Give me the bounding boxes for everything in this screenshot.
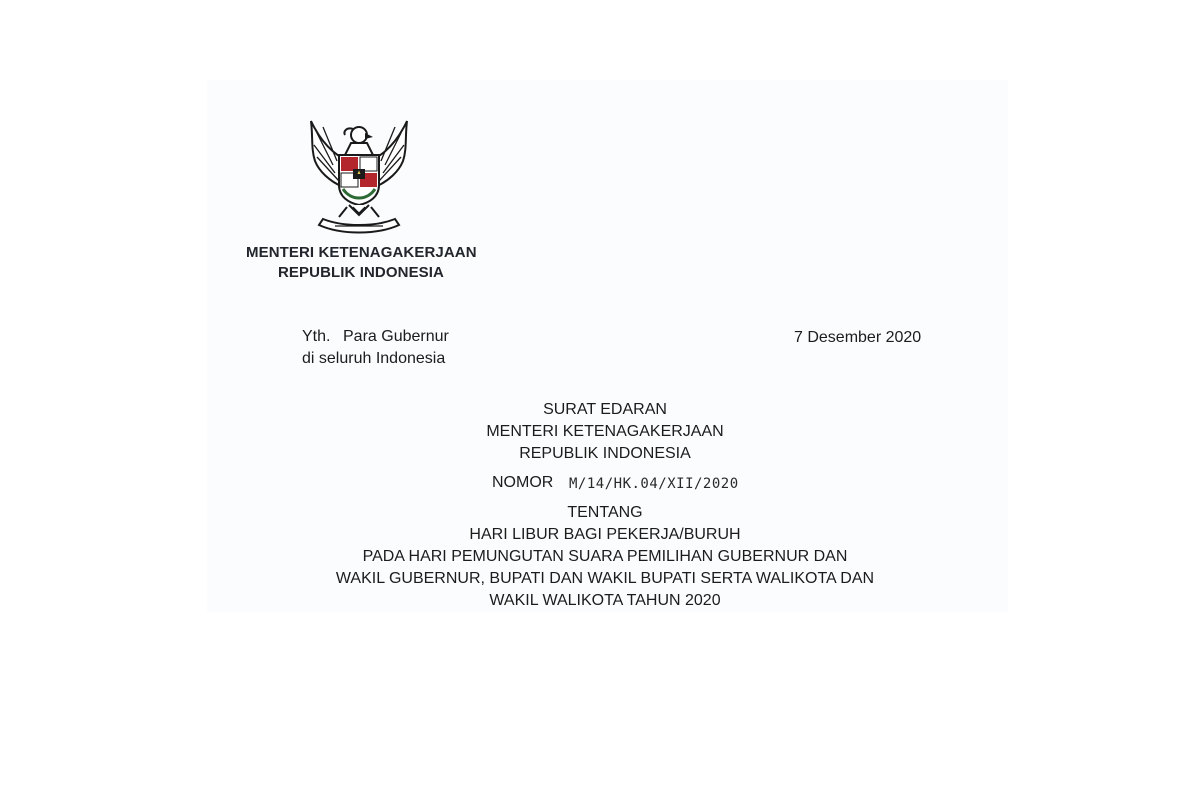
- recipient-location: di seluruh Indonesia: [302, 350, 446, 367]
- garuda-pancasila-emblem-icon: [303, 115, 415, 235]
- subject-line-4: WAKIL WALIKOTA TAHUN 2020: [489, 592, 721, 609]
- letter-date: 7 Desember 2020: [794, 329, 922, 346]
- document-number: M/14/HK.04/XII/2020: [569, 476, 739, 492]
- about-label: TENTANG: [567, 504, 643, 521]
- salutation: Yth.: [302, 328, 331, 345]
- issuer-country: REPUBLIK INDONESIA: [519, 445, 691, 462]
- subject-line-2: PADA HARI PEMUNGUTAN SUARA PEMILIHAN GUBERNUR DAN: [362, 548, 848, 565]
- issuer-title: MENTERI KETENAGAKERJAAN: [486, 423, 724, 440]
- ministry-name: MENTERI KETENAGAKERJAAN: [246, 244, 477, 261]
- subject-line-3: WAKIL GUBERNUR, BUPATI DAN WAKIL BUPATI SERTA WALIKOTA DAN: [335, 570, 875, 587]
- subject-line-1: HARI LIBUR BAGI PEKERJA/BURUH: [469, 526, 741, 543]
- ministry-country: REPUBLIK INDONESIA: [278, 264, 444, 281]
- document-type: SURAT EDARAN: [543, 401, 667, 418]
- recipient: Para Gubernur: [343, 328, 449, 345]
- number-label: NOMOR: [492, 474, 554, 491]
